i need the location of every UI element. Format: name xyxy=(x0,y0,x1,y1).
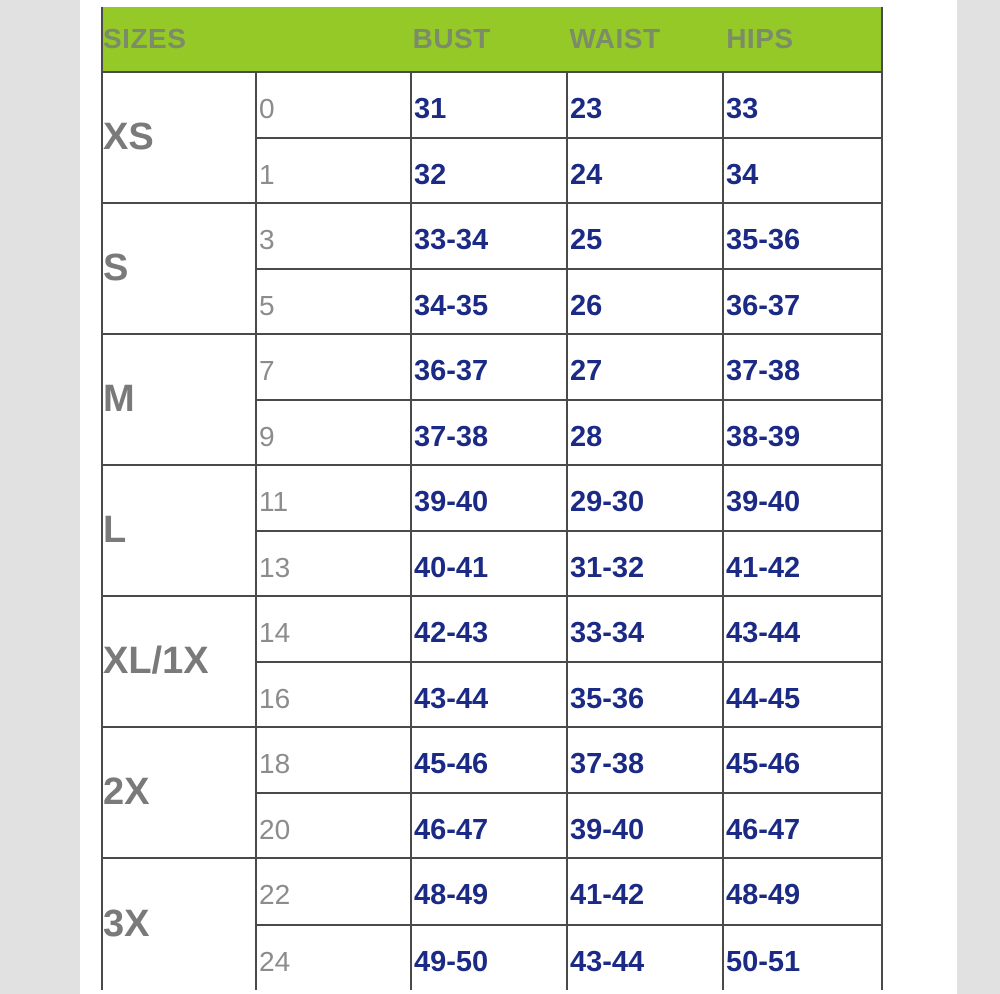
size-number-cell: 5 xyxy=(257,270,412,334)
size-number-cell: 13 xyxy=(257,532,412,596)
table-row xyxy=(257,532,881,596)
header-waist: WAIST xyxy=(569,23,661,54)
size-group xyxy=(103,728,881,859)
bust-cell: 40-41 xyxy=(412,532,568,596)
size-number-cell: 1 xyxy=(257,139,412,203)
table-row xyxy=(257,859,881,926)
hips-cell: 38-39 xyxy=(726,420,801,453)
size-number-cell: 22 xyxy=(257,859,412,924)
waist-cell: 25 xyxy=(568,204,724,268)
size-group-label: S xyxy=(103,204,257,333)
hips-cell: 33 xyxy=(726,93,759,125)
bust-cell: 39-40 xyxy=(412,466,568,530)
waist-cell: 29-30 xyxy=(568,466,724,530)
bust-cell: 45-46 xyxy=(412,728,568,792)
size-number-cell: 20 xyxy=(257,794,412,858)
hips-cell: 50-51 xyxy=(726,945,801,978)
hips-cell: 44-45 xyxy=(726,682,801,715)
table-row xyxy=(257,73,881,139)
size-group xyxy=(103,466,881,597)
table-row xyxy=(257,466,881,532)
size-group-rows xyxy=(257,859,881,990)
waist-cell: 33-34 xyxy=(568,597,724,661)
bust-cell: 49-50 xyxy=(412,926,568,991)
table-row xyxy=(257,335,881,401)
size-group-label: XL/1X xyxy=(103,597,257,726)
size-group-label: 2X xyxy=(103,728,257,857)
size-number-cell: 11 xyxy=(257,466,412,530)
size-group xyxy=(103,204,881,335)
hips-cell: 34 xyxy=(726,158,759,191)
size-chart-table xyxy=(101,7,883,990)
table-row xyxy=(257,663,881,727)
hips-cell: 36-37 xyxy=(726,289,801,322)
bust-cell: 43-44 xyxy=(412,663,568,727)
table-row xyxy=(257,270,881,334)
table-row xyxy=(257,139,881,203)
size-group-label: XS xyxy=(103,73,257,202)
bust-cell: 42-43 xyxy=(412,597,568,661)
size-number-cell: 7 xyxy=(257,335,412,399)
bust-cell: 33-34 xyxy=(412,204,568,268)
waist-cell: 28 xyxy=(568,401,724,465)
size-group xyxy=(103,859,881,990)
bust-cell: 34-35 xyxy=(412,270,568,334)
size-group-rows xyxy=(257,73,881,202)
waist-cell: 23 xyxy=(568,73,724,137)
size-number-cell: 18 xyxy=(257,728,412,792)
size-group xyxy=(103,597,881,728)
waist-cell: 26 xyxy=(568,270,724,334)
size-group-rows xyxy=(257,597,881,726)
bust-cell: 46-47 xyxy=(412,794,568,858)
table-row xyxy=(257,401,881,465)
hips-cell: 45-46 xyxy=(726,748,801,780)
header-sizes: SIZES xyxy=(103,23,187,54)
table-row xyxy=(257,794,881,858)
header-hips: HIPS xyxy=(726,23,794,54)
size-group-label: M xyxy=(103,335,257,464)
table-row xyxy=(257,204,881,270)
hips-cell: 39-40 xyxy=(726,486,801,518)
hips-cell: 37-38 xyxy=(726,355,801,387)
bust-cell: 32 xyxy=(412,139,568,203)
bust-cell: 37-38 xyxy=(412,401,568,465)
size-number-cell: 9 xyxy=(257,401,412,465)
table-header-row xyxy=(103,7,881,73)
waist-cell: 24 xyxy=(568,139,724,203)
table-row xyxy=(257,597,881,663)
hips-cell: 35-36 xyxy=(726,224,801,256)
size-group-rows xyxy=(257,335,881,464)
waist-cell: 39-40 xyxy=(568,794,724,858)
size-group-rows xyxy=(257,728,881,857)
waist-cell: 43-44 xyxy=(568,926,724,991)
size-group-label: L xyxy=(103,466,257,595)
hips-cell: 41-42 xyxy=(726,551,801,584)
hips-cell: 43-44 xyxy=(726,617,801,649)
hips-cell: 48-49 xyxy=(726,879,801,911)
waist-cell: 37-38 xyxy=(568,728,724,792)
size-number-cell: 16 xyxy=(257,663,412,727)
bust-cell: 48-49 xyxy=(412,859,568,924)
waist-cell: 41-42 xyxy=(568,859,724,924)
header-bust: BUST xyxy=(412,23,491,54)
table-body xyxy=(103,73,881,990)
hips-cell: 46-47 xyxy=(726,813,801,846)
bust-cell: 31 xyxy=(412,73,568,137)
table-row xyxy=(257,728,881,794)
size-number-cell: 0 xyxy=(257,73,412,137)
size-group-label: 3X xyxy=(103,859,257,990)
table-row xyxy=(257,926,881,991)
size-number-cell: 3 xyxy=(257,204,412,268)
waist-cell: 35-36 xyxy=(568,663,724,727)
waist-cell: 31-32 xyxy=(568,532,724,596)
size-group-rows xyxy=(257,466,881,595)
bust-cell: 36-37 xyxy=(412,335,568,399)
size-number-cell: 14 xyxy=(257,597,412,661)
waist-cell: 27 xyxy=(568,335,724,399)
size-group xyxy=(103,335,881,466)
size-group xyxy=(103,73,881,204)
size-group-rows xyxy=(257,204,881,333)
size-number-cell: 24 xyxy=(257,926,412,991)
